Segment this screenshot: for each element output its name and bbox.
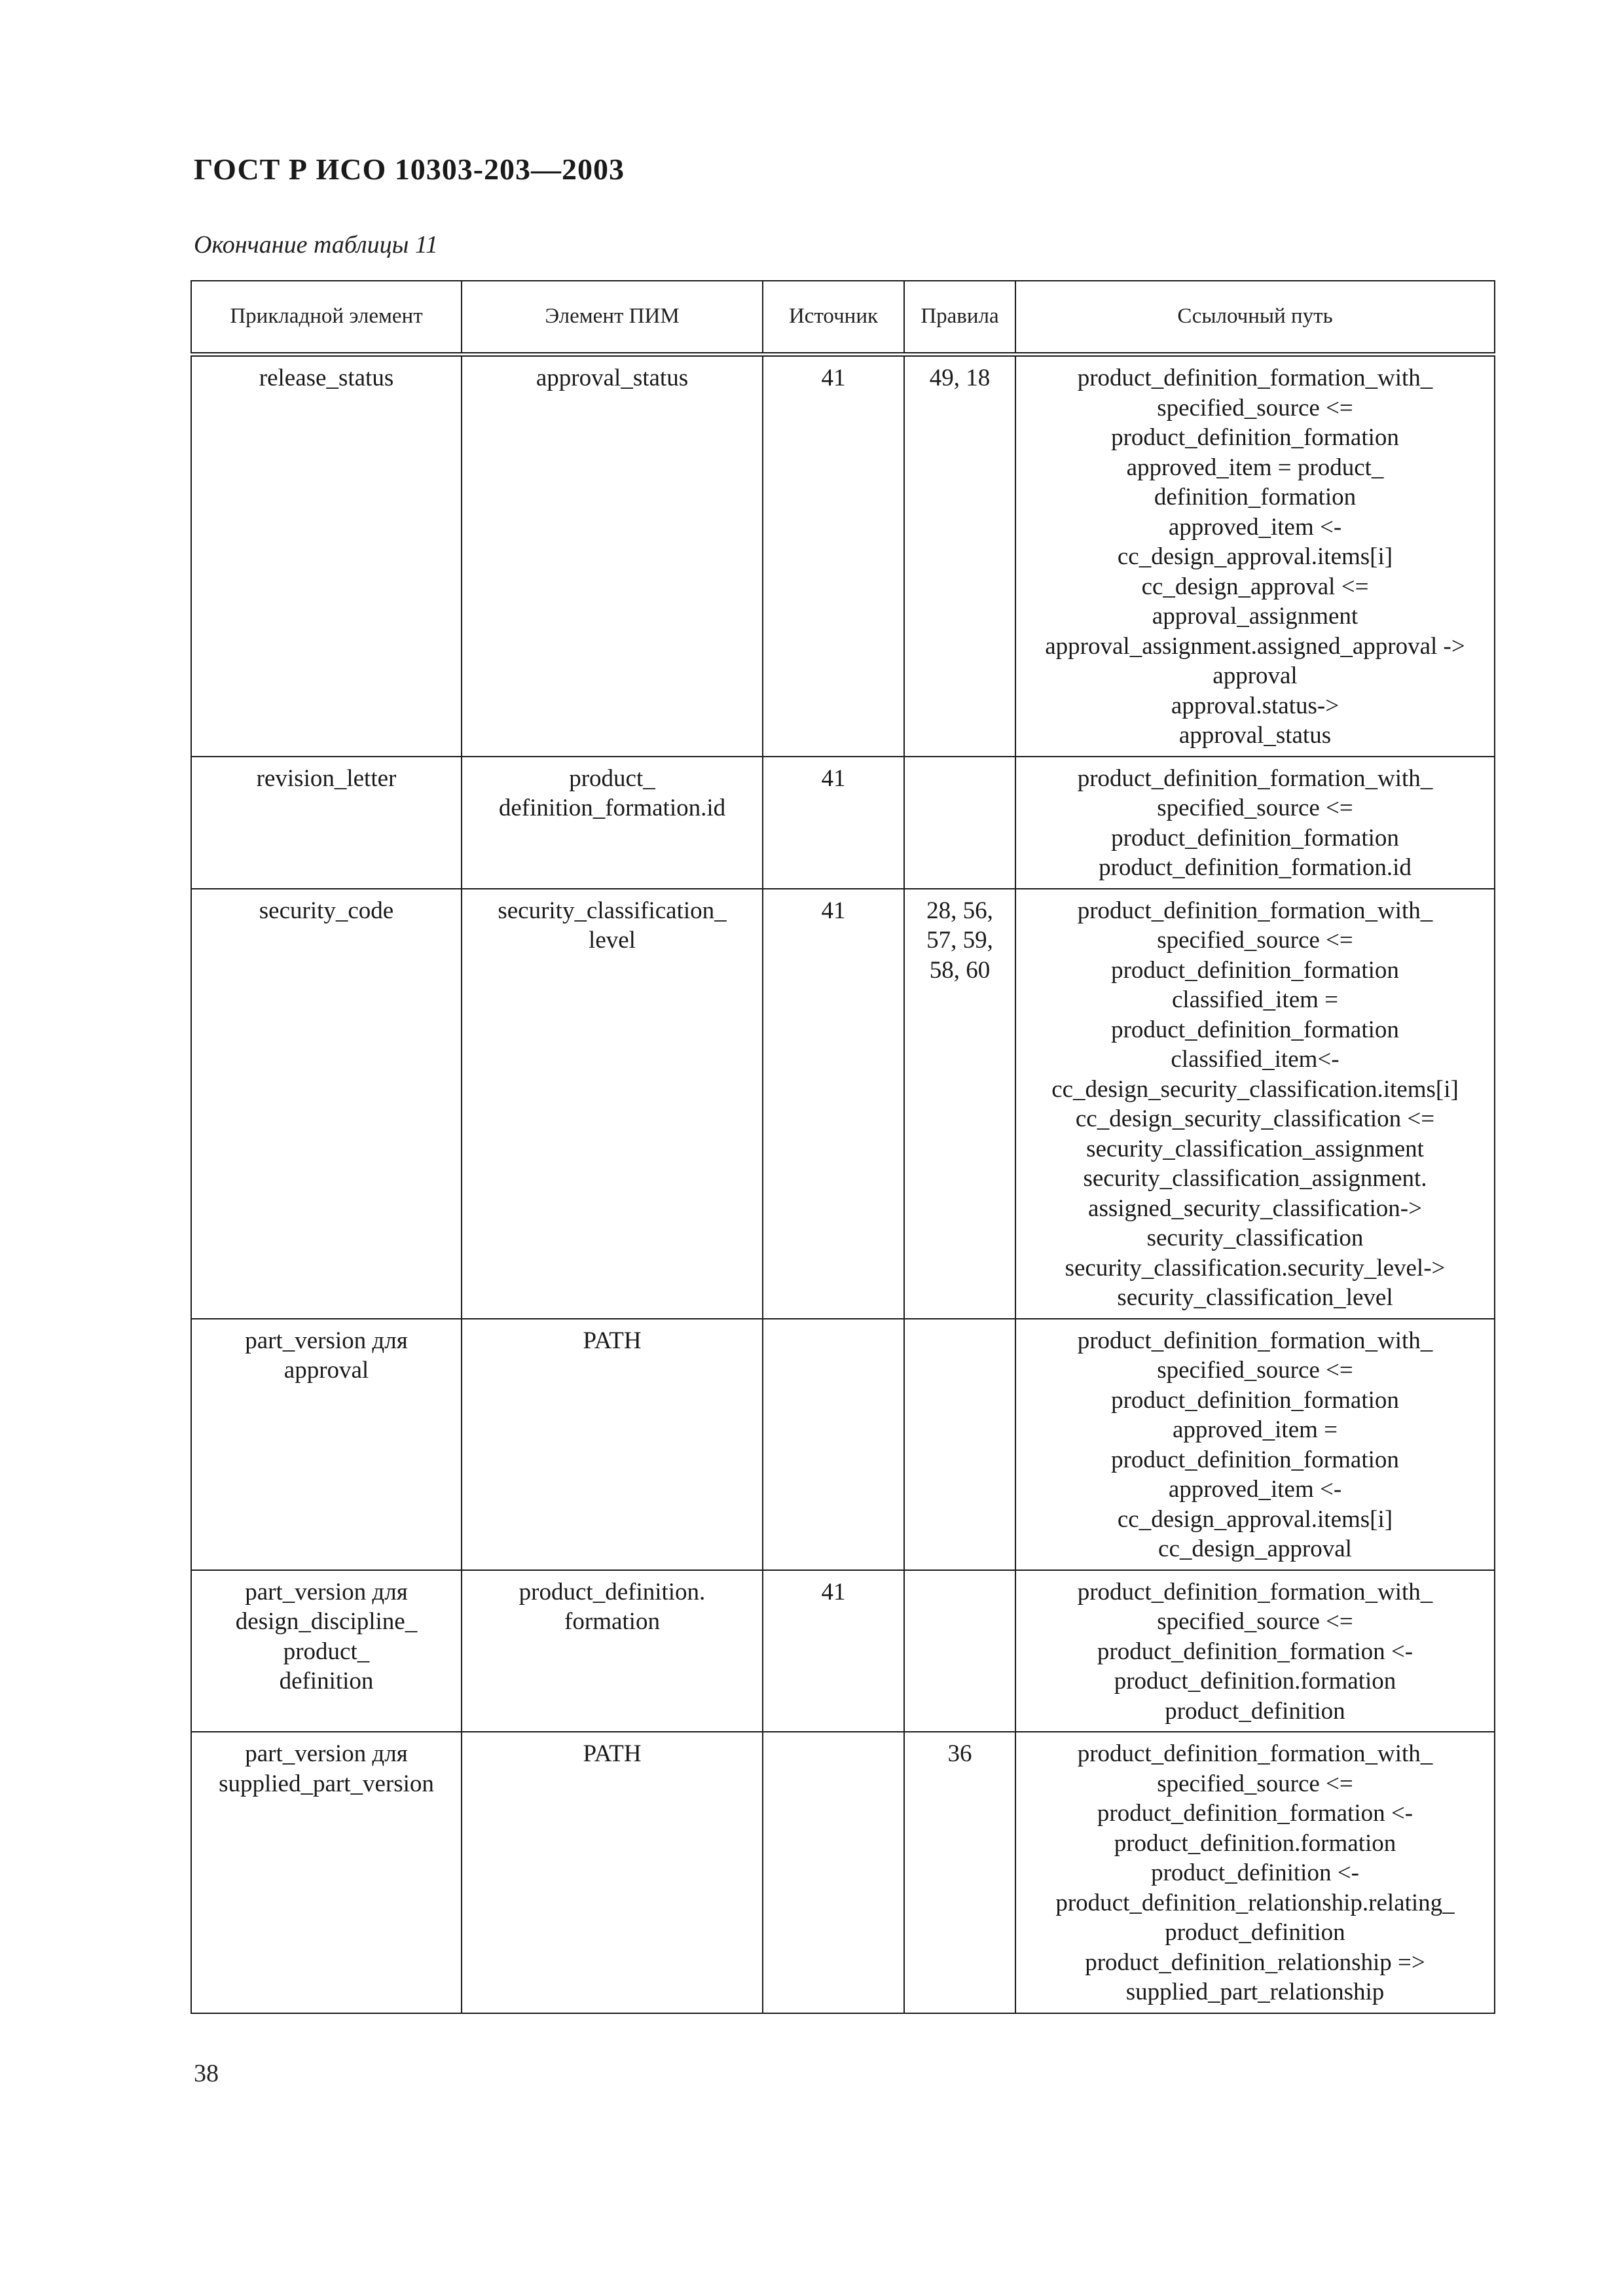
table-row — [191, 757, 1495, 889]
cell-aim-element-line: level — [589, 927, 636, 954]
cell-source — [763, 889, 904, 1319]
cell-reference-path-line: cc_design_approval.items[i] — [1117, 1505, 1393, 1533]
cell-rules-line: 49, 18 — [929, 365, 991, 391]
cell-rules-line: 36 — [947, 1740, 972, 1767]
cell-aim-element-line: definition_formation.id — [498, 795, 726, 821]
cell-aim-element-line: formation — [564, 1608, 660, 1635]
cell-reference-path-line: product_definition_formation_with_ — [1077, 897, 1433, 924]
cell-reference-path-line: product_definition_formation_with_ — [1077, 1578, 1433, 1605]
cell-reference-path — [1015, 355, 1495, 757]
table-row — [191, 1319, 1495, 1570]
table-row — [191, 355, 1495, 757]
cell-aim-element-line: security_classification_ — [498, 897, 727, 924]
cell-reference-path-line: specified_source <= — [1157, 1357, 1353, 1384]
reference-table-container — [191, 280, 1494, 2014]
cell-reference-path-line: specified_source <= — [1157, 927, 1353, 954]
cell-reference-path-line: product_definition_formation.id — [1099, 854, 1412, 881]
cell-app-element — [191, 1732, 462, 2013]
cell-source — [763, 355, 904, 757]
cell-aim-element — [462, 1319, 763, 1570]
column-header-app-element: Прикладной элемент — [191, 281, 462, 355]
cell-reference-path-line: approved_item <- — [1168, 513, 1342, 541]
cell-source-line: 41 — [821, 764, 846, 792]
cell-app-element — [191, 355, 462, 757]
cell-reference-path-line: supplied_part_relationship — [1125, 1979, 1385, 2005]
cell-reference-path-line: product_definition_formation — [1111, 1016, 1399, 1043]
cell-reference-path-line: cc_design_security_classification.items[i] — [1051, 1075, 1459, 1103]
cell-reference-path-line: classified_item = — [1171, 986, 1339, 1013]
table-body — [191, 355, 1495, 2013]
cell-rules-line: 28, 56, — [926, 897, 993, 924]
cell-aim-element-line: PATH — [583, 1327, 642, 1354]
cell-aim-element-line: product_definition. — [519, 1578, 706, 1605]
cell-reference-path-line: product_definition_formation — [1111, 424, 1399, 451]
cell-reference-path-line: specified_source <= — [1157, 1770, 1353, 1797]
cell-rules — [904, 1570, 1015, 1732]
cell-reference-path — [1015, 889, 1495, 1319]
column-header-reference-path: Ссылочный путь — [1015, 281, 1495, 355]
cell-reference-path-line: cc_design_approval.items[i] — [1117, 543, 1393, 570]
cell-app-element-line: part_version для — [245, 1578, 408, 1605]
cell-reference-path-line: definition_formation — [1154, 484, 1357, 511]
cell-source-line: 41 — [821, 1578, 846, 1605]
cell-reference-path-line: product_definition_relationship => — [1085, 1948, 1425, 1976]
cell-aim-element-line: PATH — [583, 1740, 642, 1767]
cell-reference-path-line: product_definition.formation — [1114, 1829, 1396, 1857]
cell-app-element-line: security_code — [259, 897, 394, 924]
cell-reference-path-line: security_classification_assignment — [1086, 1135, 1424, 1162]
cell-aim-element — [462, 355, 763, 757]
table-row — [191, 1732, 1495, 2013]
cell-source — [763, 1319, 904, 1570]
cell-reference-path-line: classified_item<- — [1171, 1046, 1340, 1073]
table-row — [191, 1570, 1495, 1732]
cell-source — [763, 1732, 904, 2013]
cell-source — [763, 757, 904, 889]
cell-aim-element — [462, 889, 763, 1319]
cell-reference-path-line: approval_assignment — [1152, 603, 1359, 630]
cell-reference-path-line: approved_item = product_ — [1126, 454, 1384, 481]
cell-rules — [904, 355, 1015, 757]
cell-reference-path-line: product_definition.formation — [1114, 1668, 1396, 1695]
document-title: ГОСТ Р ИСО 10303-203—2003 — [194, 152, 625, 186]
cell-reference-path-line: product_definition <- — [1151, 1859, 1359, 1886]
cell-aim-element-line: product_ — [569, 764, 655, 792]
cell-reference-path — [1015, 1732, 1495, 2013]
cell-app-element — [191, 889, 462, 1319]
cell-app-element-line: product_ — [283, 1638, 370, 1665]
cell-reference-path-line: product_definition_formation — [1111, 824, 1399, 852]
cell-source — [763, 1570, 904, 1732]
cell-reference-path-line: product_definition_formation_with_ — [1077, 365, 1433, 391]
cell-app-element-line: revision_letter — [256, 764, 397, 792]
cell-aim-element — [462, 1732, 763, 2013]
cell-rules — [904, 757, 1015, 889]
cell-rules — [904, 1319, 1015, 1570]
cell-reference-path-line: specified_source <= — [1157, 795, 1353, 821]
cell-reference-path — [1015, 757, 1495, 889]
cell-reference-path-line: specified_source <= — [1157, 1608, 1353, 1635]
cell-rules — [904, 889, 1015, 1319]
table-header — [191, 281, 1495, 355]
cell-reference-path — [1015, 1570, 1495, 1732]
cell-app-element-line: supplied_part_version — [219, 1770, 434, 1797]
cell-reference-path-line: product_definition_formation <- — [1097, 1800, 1413, 1827]
cell-reference-path-line: approval — [1213, 662, 1298, 689]
table-row — [191, 889, 1495, 1319]
cell-app-element-line: design_discipline_ — [235, 1608, 418, 1635]
table-caption: Окончание таблицы 11 — [194, 231, 439, 259]
cell-app-element — [191, 1570, 462, 1732]
cell-aim-element-line: approval_status — [536, 365, 689, 391]
column-header-source: Источник — [763, 281, 904, 355]
cell-reference-path-line: assigned_security_classification-> — [1088, 1194, 1422, 1222]
cell-reference-path-line: security_classification_level — [1117, 1284, 1393, 1311]
cell-rules-line: 57, 59, — [926, 927, 993, 954]
table-header-row — [191, 281, 1495, 355]
cell-app-element — [191, 757, 462, 889]
cell-reference-path-line: product_definition_relationship.relating_ — [1055, 1889, 1455, 1916]
cell-app-element-line: part_version для — [245, 1327, 408, 1354]
cell-app-element-line: definition — [279, 1668, 374, 1695]
cell-reference-path-line: approval.status-> — [1171, 692, 1340, 719]
page-number: 38 — [194, 2060, 219, 2087]
cell-app-element — [191, 1319, 462, 1570]
cell-aim-element — [462, 1570, 763, 1732]
cell-reference-path-line: product_definition_formation <- — [1097, 1638, 1413, 1665]
cell-rules-line: 58, 60 — [929, 956, 991, 984]
cell-reference-path-line: cc_design_approval <= — [1141, 573, 1369, 600]
cell-reference-path-line: security_classification.security_level-> — [1065, 1254, 1446, 1282]
cell-reference-path — [1015, 1319, 1495, 1570]
column-header-rules: Правила — [904, 281, 1015, 355]
cell-reference-path-line: product_definition — [1165, 1919, 1345, 1946]
cell-reference-path-line: cc_design_security_classification <= — [1075, 1105, 1435, 1132]
cell-app-element-line: approval — [283, 1357, 369, 1384]
cell-reference-path-line: product_definition_formation — [1111, 1386, 1399, 1414]
reference-path-table — [191, 280, 1495, 2014]
cell-app-element-line: part_version для — [245, 1740, 408, 1767]
cell-reference-path-line: specified_source <= — [1157, 394, 1353, 422]
cell-aim-element — [462, 757, 763, 889]
cell-reference-path-line: security_classification_assignment. — [1083, 1165, 1427, 1192]
cell-reference-path-line: approval_assignment.assigned_approval -> — [1045, 632, 1465, 660]
cell-reference-path-line: product_definition_formation — [1111, 956, 1399, 984]
cell-source-line: 41 — [821, 897, 846, 924]
cell-reference-path-line: product_definition_formation — [1111, 1446, 1399, 1473]
column-header-aim-element: Элемент ПИМ — [462, 281, 763, 355]
cell-app-element-line: release_status — [259, 365, 394, 391]
cell-reference-path-line: product_definition — [1165, 1697, 1345, 1725]
cell-rules — [904, 1732, 1015, 2013]
cell-reference-path-line: cc_design_approval — [1158, 1535, 1352, 1562]
cell-reference-path-line: product_definition_formation_with_ — [1077, 764, 1433, 792]
cell-reference-path-line: security_classification — [1146, 1225, 1364, 1251]
cell-reference-path-line: approval_status — [1178, 722, 1332, 749]
cell-reference-path-line: product_definition_formation_with_ — [1077, 1740, 1433, 1767]
cell-source-line: 41 — [821, 365, 846, 391]
cell-reference-path-line: approved_item = — [1172, 1416, 1338, 1443]
cell-reference-path-line: product_definition_formation_with_ — [1077, 1327, 1433, 1354]
cell-reference-path-line: approved_item <- — [1168, 1476, 1342, 1503]
